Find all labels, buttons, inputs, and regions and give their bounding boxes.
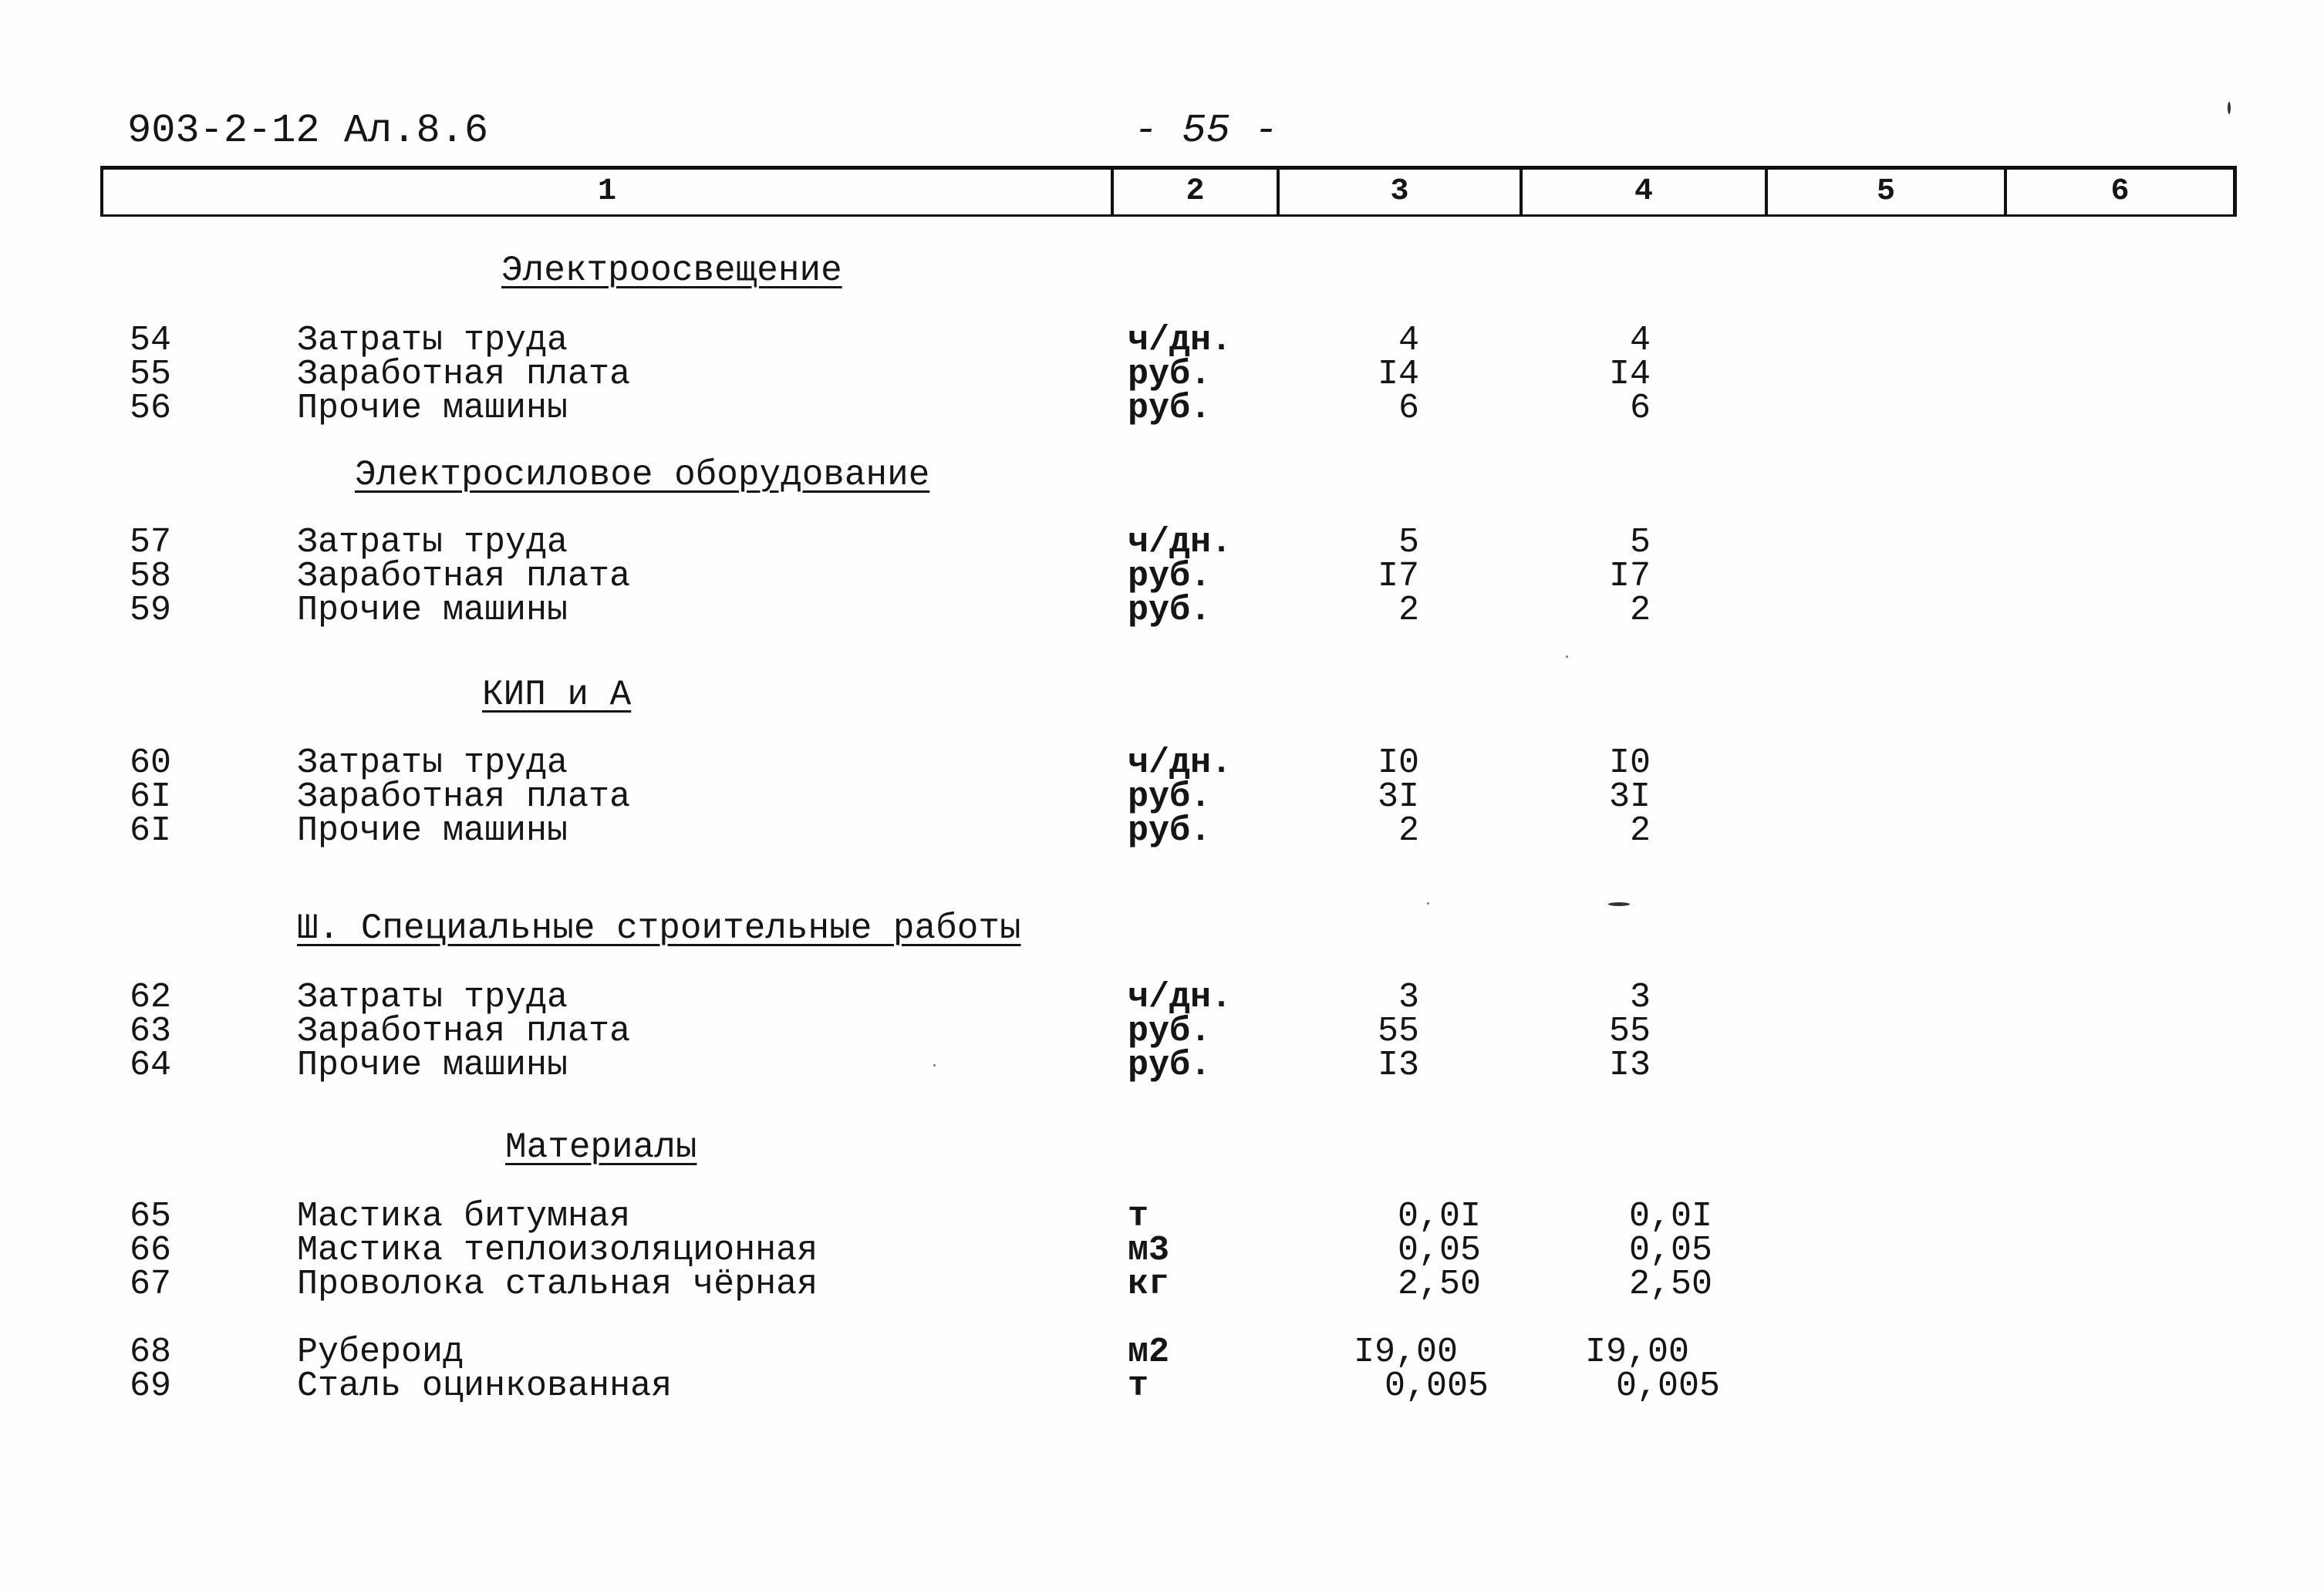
row-value-col3: 5	[1398, 523, 1419, 562]
row-name: Мастика битумная	[297, 1197, 631, 1236]
table-row	[0, 1046, 2324, 1085]
row-value-col4: 0,05	[1628, 1231, 1712, 1270]
row-unit: кг	[1128, 1265, 1170, 1304]
row-unit: ч/дн.	[1128, 523, 1233, 562]
table-row	[0, 1231, 2324, 1270]
column-header-6: 6	[2110, 174, 2130, 209]
row-number: 55	[130, 355, 172, 394]
section-title-special-works: Ш. Специальные строительные работы	[297, 908, 1021, 949]
row-number: 62	[130, 978, 172, 1017]
row-unit: т	[1128, 1367, 1149, 1406]
row-value-col4: 55	[1608, 1012, 1651, 1051]
row-value-col4: I0	[1608, 743, 1651, 783]
row-name: Затраты труда	[297, 523, 568, 562]
row-name: Заработная плата	[297, 355, 631, 394]
table-row	[0, 389, 2324, 428]
scan-mark	[1427, 902, 1429, 905]
column-header-2: 2	[1114, 170, 1280, 214]
row-name: Заработная плата	[297, 777, 631, 817]
scan-mark	[1608, 902, 1630, 906]
section-title-electric-lighting: Электроосвещение	[501, 251, 842, 291]
row-value-col4: I7	[1608, 557, 1651, 596]
table-row	[0, 1265, 2324, 1304]
table-row	[0, 523, 2324, 562]
row-value-col4: 3I	[1608, 777, 1651, 817]
row-value-col4: I3	[1608, 1046, 1651, 1085]
row-value-col4: 0,0I	[1628, 1197, 1712, 1236]
row-name: Рубероид	[297, 1333, 464, 1372]
row-number: 64	[130, 1046, 172, 1085]
row-unit: руб.	[1128, 811, 1212, 851]
row-unit: м3	[1128, 1231, 1170, 1270]
row-number: 58	[130, 557, 172, 596]
row-name: Затраты труда	[297, 743, 568, 783]
row-number: 67	[130, 1265, 172, 1304]
table-row	[0, 355, 2324, 394]
row-value-col3: 2	[1398, 591, 1419, 630]
table-row	[0, 1012, 2324, 1051]
scan-mark	[2228, 102, 2231, 114]
row-value-col3: 6	[1398, 389, 1419, 428]
row-value-col4: 5	[1629, 523, 1651, 562]
row-value-col4: I9,00	[1584, 1333, 1689, 1372]
column-header-row	[100, 166, 2237, 217]
row-number: 54	[130, 321, 172, 360]
row-value-col4: 6	[1629, 389, 1651, 428]
row-name: Мастика теплоизоляционная	[297, 1231, 818, 1270]
table-row	[0, 591, 2324, 630]
row-name: Прочие машины	[297, 811, 568, 851]
table-row	[0, 978, 2324, 1017]
row-number: 68	[130, 1333, 172, 1372]
column-header-3: 3	[1280, 170, 1523, 214]
row-value-col4: 2,50	[1628, 1265, 1712, 1304]
row-unit: руб.	[1128, 389, 1212, 428]
row-value-col3: I7	[1377, 557, 1419, 596]
row-value-col3: 0,05	[1397, 1231, 1481, 1270]
section-title-kip-a: КИП и А	[482, 675, 632, 715]
row-value-col3: I9,00	[1353, 1333, 1458, 1372]
row-value-col3: 3I	[1377, 777, 1419, 817]
row-value-col3: 4	[1398, 321, 1419, 360]
row-number: 69	[130, 1367, 172, 1406]
section-title-materials: Материалы	[505, 1127, 697, 1168]
table-row	[0, 811, 2324, 851]
table-row	[0, 557, 2324, 596]
row-unit: руб.	[1128, 1012, 1212, 1051]
table-row	[0, 1197, 2324, 1236]
row-name: Прочие машины	[297, 591, 568, 630]
row-value-col3: 0,0I	[1397, 1197, 1481, 1236]
row-unit: руб.	[1128, 591, 1212, 630]
row-unit: ч/дн.	[1128, 978, 1233, 1017]
row-value-col3: 3	[1398, 978, 1419, 1017]
row-name: Прочие машины	[297, 389, 568, 428]
row-name: Прочие машины	[297, 1046, 568, 1085]
table-row	[0, 1333, 2324, 1372]
row-value-col4: 2	[1629, 811, 1651, 851]
row-unit: руб.	[1128, 1046, 1212, 1085]
row-unit: руб.	[1128, 355, 1212, 394]
row-name: Заработная плата	[297, 1012, 631, 1051]
section-title-power-equipment: Электросиловое оборудование	[355, 455, 930, 495]
table-row	[0, 777, 2324, 817]
scan-mark	[933, 1064, 936, 1067]
row-name: Сталь оцинкованная	[297, 1367, 673, 1406]
row-value-col4: 3	[1629, 978, 1651, 1017]
row-value-col3: 2	[1398, 811, 1419, 851]
row-name: Затраты труда	[297, 978, 568, 1017]
row-value-col3: I3	[1377, 1046, 1419, 1085]
row-value-col3: 2,50	[1397, 1265, 1481, 1304]
row-value-col3: 55	[1377, 1012, 1419, 1051]
row-number: 59	[130, 591, 172, 630]
row-value-col3: 0,005	[1384, 1367, 1489, 1406]
column-header-1: 1	[103, 170, 1114, 214]
row-value-col4: 4	[1629, 321, 1651, 360]
row-unit: м2	[1128, 1333, 1170, 1372]
table-row	[0, 321, 2324, 360]
row-number: 6I	[130, 777, 172, 817]
row-number: 63	[130, 1012, 172, 1051]
row-unit: т	[1128, 1197, 1149, 1236]
row-value-col4: 0,005	[1615, 1367, 1720, 1406]
document-code: 903-2-12 Ал.8.6	[127, 108, 489, 153]
table-row	[0, 1367, 2324, 1406]
row-number: 6I	[130, 811, 172, 851]
row-value-col3: I0	[1377, 743, 1419, 783]
row-number: 60	[130, 743, 172, 783]
row-name: Проволока стальная чёрная	[297, 1265, 818, 1304]
row-number: 57	[130, 523, 172, 562]
row-name: Заработная плата	[297, 557, 631, 596]
row-number: 56	[130, 389, 172, 428]
row-unit: ч/дн.	[1128, 321, 1233, 360]
row-value-col4: I4	[1608, 355, 1651, 394]
row-unit: ч/дн.	[1128, 743, 1233, 783]
scan-mark	[1566, 655, 1568, 658]
page-number: - 55 -	[1134, 108, 1279, 153]
row-number: 66	[130, 1231, 172, 1270]
row-unit: руб.	[1128, 777, 1212, 817]
row-name: Затраты труда	[297, 321, 568, 360]
column-header-4: 4	[1523, 170, 1768, 214]
row-unit: руб.	[1128, 557, 1212, 596]
row-number: 65	[130, 1197, 172, 1236]
table-row	[0, 743, 2324, 783]
row-value-col3: I4	[1377, 355, 1419, 394]
row-value-col4: 2	[1629, 591, 1651, 630]
column-header-5: 5	[1768, 170, 2007, 214]
